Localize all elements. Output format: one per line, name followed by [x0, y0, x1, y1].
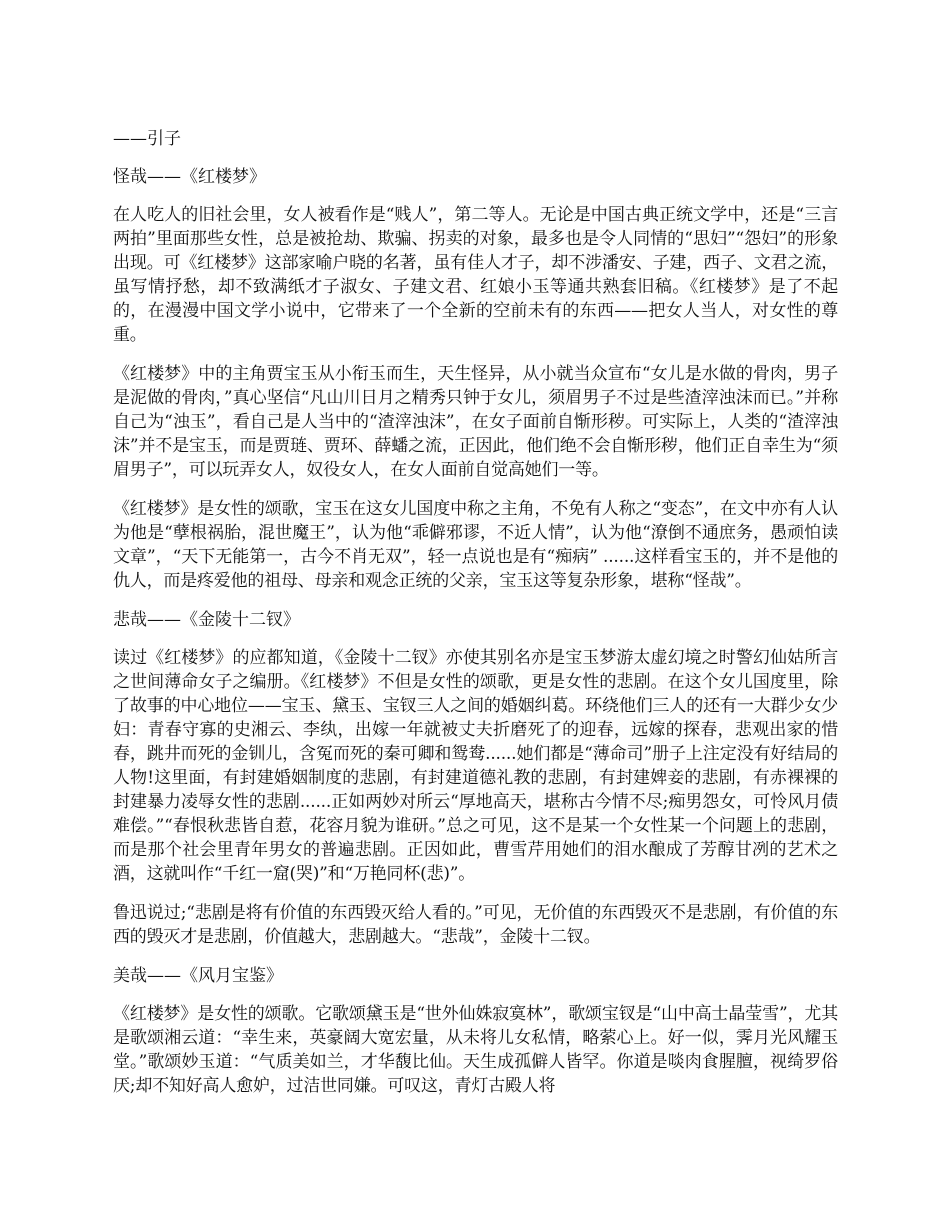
- paragraph: 《红楼梦》中的主角贾宝玉从小衔玉而生，天生怪异，从小就当众宣布“女儿是水做的骨肉，男子是泥做的骨肉，”真心坚信“凡山川日月之精秀只钟于女儿，须眉男子不过是些渣滓浊沫而已。”并称自己为“浊玉”，看自己是人当中的“渣滓浊沫”，在女子面前自惭形秽。可实际上，人类的“渣滓浊沫”并不是宝玉，而是贾琏、贾环、薛蟠之流，正因此，他们绝不会自惭形秽，他们正自幸生为“须眉男子”，可以玩弄女人，奴役女人，在女人面前自觉高她们一等。: [113, 364, 838, 480]
- section-heading-beautiful: 美哉——《风月宝鉴》: [113, 966, 283, 986]
- paragraph: 鲁迅说过;“悲剧是将有价值的东西毁灭给人看的。”可见，无价值的东西毁灭不是悲剧，有价值的东西的毁灭才是悲剧，价值越大，悲剧越大。“悲哉”，金陵十二钗。: [113, 903, 838, 947]
- paragraph: 《红楼梦》是女性的颂歌。它歌颂黛玉是“世外仙姝寂寞林”，歌颂宝钗是“山中高士晶莹雪”，尤其是歌颂湘云道：“幸生来，英豪阔大宽宏量，从未将儿女私情，略萦心上。好一似，霁月光风耀玉堂。”歌颂妙玉道：“气质美如兰，才华馥比仙。天生成孤僻人皆罕。你道是啖肉食腥膻，视绮罗俗厌;却不知好高人愈妒，过洁世同嫌。可叹这，青灯古殿人将: [113, 1004, 838, 1096]
- paragraph: 在人吃人的旧社会里，女人被看作是“贱人”，第二等人。无论是中国古典正统文学中，还是“三言两拍”里面那些女性，总是被抢劫、欺骗、拐卖的对象，最多也是令人同情的“思妇”“怨妇”的形象出现。可《红楼梦》这部家喻户晓的名著，虽有佳人才子，却不涉潘安、子建，西子、文君之流，虽写情抒愁，却不致满纸才子淑女、子建文君、红娘小玉等通共熟套旧稿。《红楼梦》是了不起的，在漫漫中国文学小说中，它带来了一个全新的空前未有的东西——把女人当人，对女性的尊重。: [113, 205, 838, 345]
- section-heading-sad: 悲哉——《金陵十二钗》: [113, 610, 300, 630]
- document-page: [113, 127, 838, 1113]
- paragraph: 《红楼梦》是女性的颂歌，宝玉在这女儿国度中称之主角，不免有人称之“变态”，在文中亦有人认为他是“孽根祸胎，混世魔王”，认为他“乖僻邪谬，不近人情”，认为他“潦倒不通庶务，愚顽怕读文章”，“天下无能第一，古今不肖无双”，轻一点说也是有“痴病” ......这样看宝玉的，并不是他的仇人，而是疼爱他的祖母、母亲和观念正统的父亲，宝玉这等复杂形象，堪称“怪哉”。: [113, 499, 838, 591]
- section-heading-strange: 怪哉——《红楼梦》: [113, 167, 266, 187]
- paragraph: 读过《红楼梦》的应都知道，《金陵十二钗》亦使其别名亦是宝玉梦游太虚幻境之时警幻仙姑所言之世间薄命女子之编册。《红楼梦》不但是女性的颂歌，更是女性的悲剧。在这个女儿国度里，除了故事的中心地位——宝玉、黛玉、宝钗三人之间的婚姻纠葛。环绕他们三人的还有一大群少女少妇：青春守寡的史湘云、李纨，出嫁一年就被丈夫折磨死了的迎春，远嫁的探春，悲观出家的惜春，跳井而死的金钏儿，含冤而死的秦可卿和鸳鸯......她们都是“薄命司”册子上注定没有好结局的人物!这里面，有封建婚姻制度的悲剧，有封建道德礼教的悲剧，有封建婢妾的悲剧，有赤裸裸的封建暴力凌辱女性的悲剧......正如两妙对所云“厚地高天，堪称古今情不尽;痴男怨女，可怜风月债难偿。”“春恨秋悲皆自惹，花容月貌为谁研。”总之可见，这不是某一个女性某一个问题上的悲剧，而是那个社会里青年男女的普遍悲剧。正因如此，曹雪芹用她们的泪水酿成了芳醇甘冽的艺术之酒，这就叫作“千红一窟(哭)”和“万艳同杯(悲)”。: [113, 648, 838, 884]
- intro-heading: ——引子: [113, 129, 181, 149]
